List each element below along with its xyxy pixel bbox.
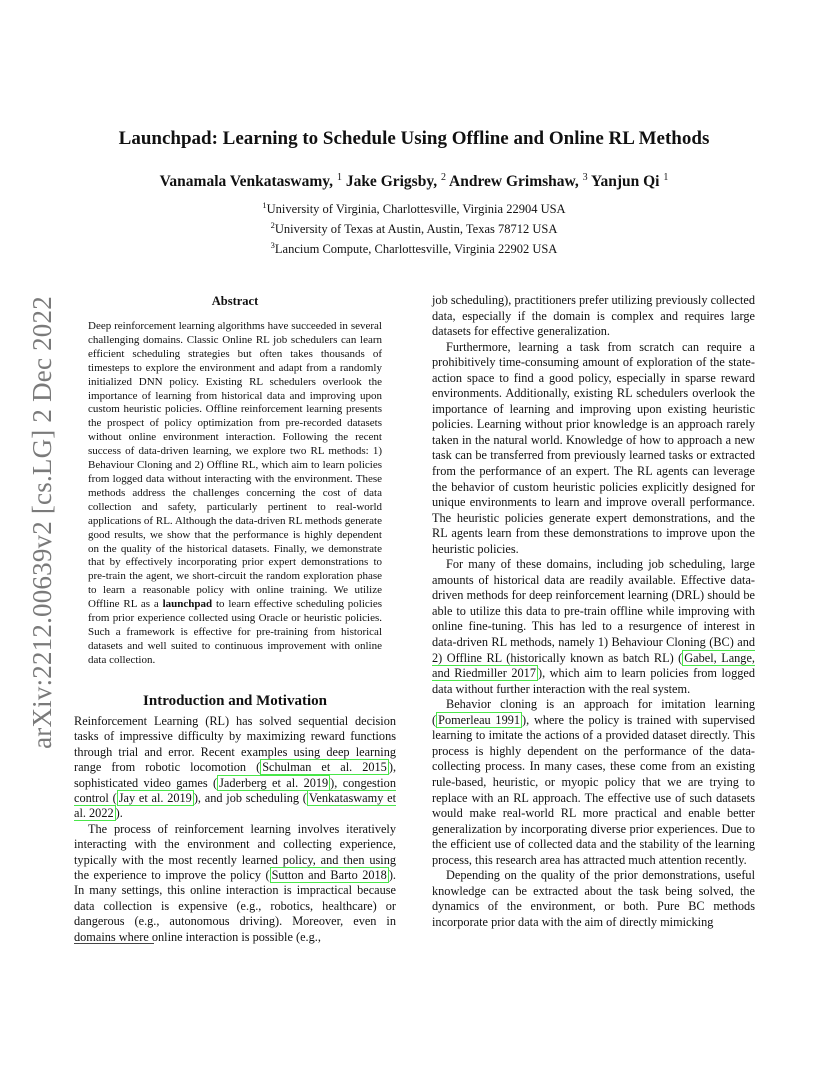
author: Jake Grigsby, $^2$ [345,172,446,190]
citation-link[interactable]: Schulman et al. 2015 [262,760,387,775]
affiliation: $^1$University of Virginia, Charlottesville, Virginia 22904 USA [262,200,566,216]
citation-link[interactable]: Gabel, Lange, and Riedmiller 2017 [432,650,755,681]
abstract-heading: Abstract [211,294,259,308]
paragraph: The process of reinforcement learning involves iteratively interacting with the environment and collecting experience, typically with the most recently learned policy, and then using the experience to improve the policy ( Sutton and Barto 2018 ). In many settings, this online interaction is impractical because data collection is expensive (e.g., robotics, healthcare) or dangerous (e.g., autonomous driving). Moreover, even in domains where online interaction is possible (e.g., [74,821,396,944]
citation-link[interactable]: Pomerleau 1991 [438,712,521,727]
footnote-rule [74,943,154,944]
affiliation: $^3$Lancium Compute, Charlottesville, Virginia 22902 USA [270,240,558,256]
affiliations [0,197,828,257]
abstract-body: Deep reinforcement learning algorithms have succeeded in several challenging domains. Classic Online RL job schedulers can learn efficient scheduling strategies but often takes thousands of timesteps to explore the environment and adapt from a randomly initialized DNN policy. Existing RL schedulers overlook the importance of learning from historical data and improving upon custom heuristic policies. Offline reinforcement learning presents the prospect of policy optimization from pre-recorded datasets without online environment interaction. Following the recent success of data-driven learning, we explore two RL methods: 1) Behaviour Cloning and 2) Offline RL, which aim to learn policies from logged data without interacting with the environment. These methods address the challenges concerning the cost of data collection and safety, particularly pertinent to real-world applications of RL. Although the data-driven RL methods generate good results, we show that the performance is highly dependent on the quality of the historical datasets. Finally, we demonstrate that by effectively incorporating prior expert demonstrations to pre-train the agent, we short-circuit the random exploration phase to learn a reasonable policy with online training. We utilize Offline RL as a launchpad to learn effective scheduling policies from prior experience collected using Oracle or heuristic policies. Such a framework is effective for pre-training from historical datasets and well suited to continuous improvement with online data collection. [88,320,382,666]
paragraph: job scheduling), practitioners prefer utilizing previously collected data, especially if the domain is complex and requires large datasets for effective generalization. [432,293,755,339]
right-column [432,293,755,930]
paragraph: For many of these domains, including job scheduling, large amounts of historical data are readily available. Effective data-driven methods for deep reinforcement learning (DRL) should be able to utilize this data to pre-train offline while improving with online fine-tuning. This has led to a resurgence of interest in data-driven RL methods, namely 1) Behaviour Cloning (BC) and 2) Offline RL (historically known as batch RL) ( Gabel, Lange, and Riedmiller 2017 ), which aim to learn policies from logged data without further interaction with the real system. [432,557,755,696]
paper-title: Launchpad: Learning to Schedule Using Offline and Online RL Methods [118,128,710,149]
paragraph: Depending on the quality of the prior demonstrations, useful knowledge can be extracted about the task being solved, the dynamics of the environment, or both. Pure BC methods incorporate prior data with the aim of directly mimicking [432,868,755,929]
paragraph: Behavior cloning is an approach for imitation learning ( Pomerleau 1991 ), where the policy is trained with supervised learning to imitate the actions of a provided dataset directly. This process is highly dependent on the performance of the data-collecting process. In many cases, these come from an existing rule-based, heuristic, or myopic policy that we are trying to replace with an RL approach. The effective use of such datasets would make real-world RL more practical and enable better generalization by incorporating diverse prior experiences. Due to the efficient use of collected data and the stability of the learning process, this research area has attracted much attention recently. [432,697,755,867]
section-heading: Introduction and Motivation [143,693,327,709]
emphasis: launchpad [162,598,213,611]
citation-link[interactable]: Venkataswamy et al. 2022 [74,791,396,821]
citation-link[interactable]: Jaderberg et al. 2019 [219,775,329,790]
author: Yanjun Qi $^1$ [590,172,669,190]
paragraph: Reinforcement Learning (RL) has solved sequential decision tasks of impressive difficulty by maximizing reward functions through trial and error. Recent examples using deep learning range from robotic locomotion ( Schulman et al. 2015 ), sophisticated video games ( Jaderberg et al. 2019 ), congestion control ( Jay et al. 2019 ), and job scheduling ( Venkataswamy et al. 2022 ). [74,714,397,821]
affiliation: $^2$University of Texas at Austin, Austin, Texas 78712 USA [270,220,558,236]
citation-link[interactable]: Sutton and Barto 2018 [271,868,387,883]
author-list [0,172,828,191]
arxiv-stamp [22,292,62,752]
paragraph: Furthermore, learning a task from scratch can require a prohibitively time-consuming amount of exploration of the state-action space to find a good policy, especially in sparse reward environments. Additionally, existing RL schedulers overlook the importance of learning and improving upon existing heuristic policies. Learning without prior knowledge is an approach rarely taken in the natural world. Knowledge of how to approach a new task can be transferred from previously learned tasks or extracted from the performance of an expert. The RL agents can leverage the behavior of custom heuristic policies explicitly designed for unique environments to learn and improve overall performance. The heuristic policies generate expert demonstrations, and the RL agents learn from these demonstrations to improve upon the heuristic policies. [432,339,755,556]
intro-body [74,714,396,945]
arxiv-identifier: arXiv:2212.00639v2 [cs.LG] 2 Dec 2022 [26,295,57,749]
author: Andrew Grimshaw, $^3$ [449,172,588,190]
citation-link[interactable]: Jay et al. 2019 [118,791,192,806]
author: Vanamala Venkataswamy, $^1$ [159,172,342,190]
